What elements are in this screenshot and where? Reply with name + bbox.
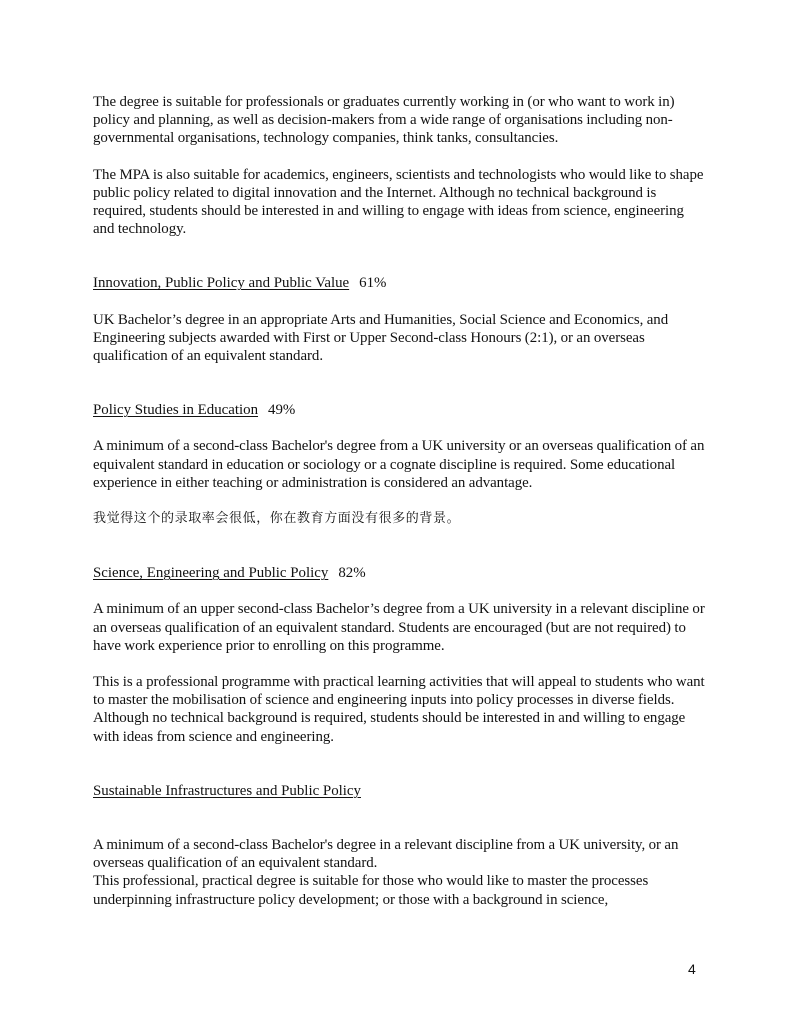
section-paragraph: This is a professional programme with practical learning activities that will appeal to students who want to master the mobilisation of science and engineering inputs into policy processes in diverse fields. Although no technical background is required, students should be interested in and willing to engage with ideas from science and engineering.: [93, 674, 705, 745]
section-title: Sustainable Infrastructures and Public Policy: [93, 782, 361, 799]
admission-rate: 49%: [268, 402, 296, 419]
section-heading-science: [93, 564, 705, 582]
section-paragraph: A minimum of an upper second-class Bachelor’s degree from a UK university in a relevant discipline or an overseas qualification of an equivalent standard. Students are encouraged (but are not required) to have work experience prior to enrolling on this programme.: [93, 601, 705, 654]
section-heading-education: [93, 401, 705, 419]
section-paragraph: UK Bachelor’s degree in an appropriate Arts and Humanities, Social Science and Economics, and Engineering subjects awarded with First or Upper Second-class Honours (2:1), or an overseas qualification of an equivalent standard.: [93, 311, 669, 365]
section-title: Policy Studies in Education: [93, 402, 259, 419]
page-content: [93, 93, 705, 909]
section-heading-innovation: [93, 274, 705, 292]
section-paragraph: A minimum of a second-class Bachelor's degree in a relevant discipline from a UK university, or an overseas qualification of an equivalent standard.: [93, 837, 679, 872]
intro-paragraph-2: The MPA is also suitable for academics, engineers, scientists and technologists who would like to shape public policy related to digital innovation and the Internet. Although no technical background is required, students should be interested in and willing to engage with ideas from science, engineering and technology.: [93, 166, 704, 238]
page-number: 4: [688, 961, 696, 977]
section-heading-infrastructure: [93, 782, 705, 800]
section-paragraph: This professional, practical degree is suitable for those who would like to master the processes underpinning infrastructure policy development; or those with a background in science,: [93, 873, 649, 908]
intro-paragraph-1: The degree is suitable for professionals or graduates currently working in (or who want to work in) policy and planning, as well as decision-makers from a wide range of organisations including non-governmental organisations, technology companies, think tanks, consultancies.: [93, 94, 675, 147]
admission-rate: 61%: [359, 275, 387, 292]
admission-rate: 82%: [338, 565, 366, 582]
section-title: Science, Engineering and Public Policy: [93, 565, 329, 582]
personal-note: 我觉得这个的录取率会很低，你在教育方面没有很多的背景。: [93, 511, 461, 527]
section-paragraph: A minimum of a second-class Bachelor's degree from a UK university or an overseas qualification of an equivalent standard in education or sociology or a cognate discipline is required. Some educational experience in either teaching or administration is considered an advantage.: [93, 438, 705, 491]
section-title: Innovation, Public Policy and Public Value: [93, 275, 350, 292]
